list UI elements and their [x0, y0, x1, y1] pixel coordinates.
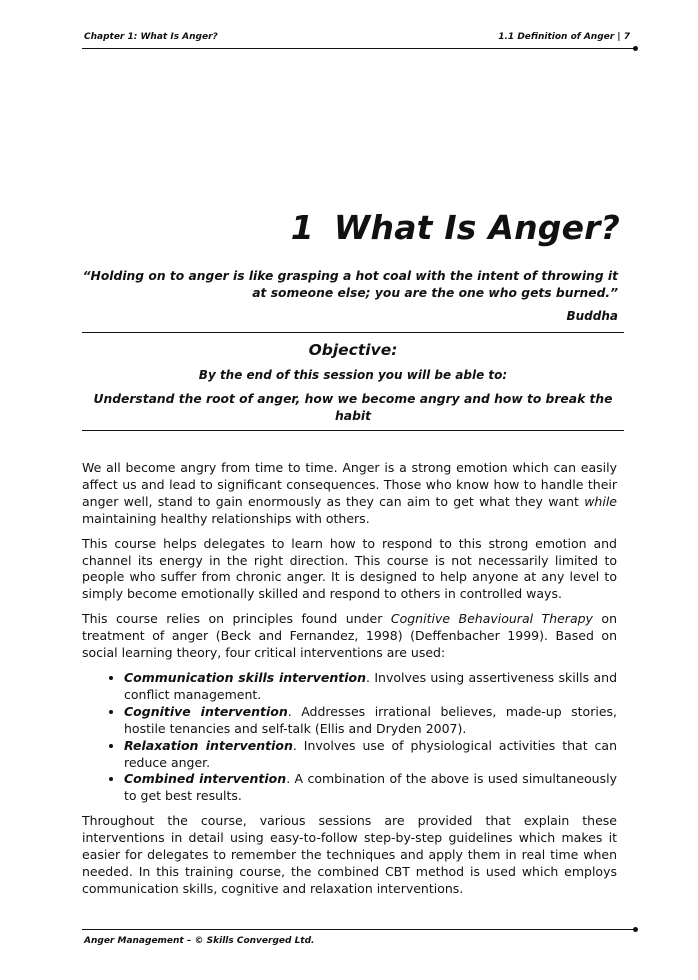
objective-subtitle: By the end of this session you will be able to: [198, 368, 508, 382]
paragraph-2: This course helps delegates to learn how to respond to this strong emotion and channel its energy in the right direction. This course is not necessarily limited to people who suffer from chronic anger. It is designed to help anyone at any level to simply become emotionally skilled and respond to others in controlled ways. [82, 535, 617, 602]
chapter-number: 1 [290, 208, 314, 247]
header-rule-dot [633, 46, 638, 51]
objective-title: Objective: [308, 341, 398, 359]
footer-rule-dot [633, 927, 638, 932]
chapter-title-text: What Is Anger? [333, 208, 620, 247]
objective-goal: Understand the root of anger, how we become angry and how to break the habit [93, 392, 613, 423]
paragraph-3: This course relies on principles found under Cognitive Behavioural Therapy on treatment of anger (Beck and Fernandez, 1998) (Deffenbacher 1999). Based on social learning theory, four critical interventions are used: [82, 611, 617, 661]
list-item: • Cognitive intervention. Addresses irrational believes, made-up stories, hostile tenancies and self-talk (Ellis and Dryden 2007). [124, 704, 617, 738]
objective-bottom-rule [82, 430, 624, 431]
header-rule [82, 48, 636, 49]
objective-top-rule [82, 332, 624, 333]
epigraph-quote: “Holding on to anger is like grasping a hot coal with the intent of throwing it at someone else; you are the one who gets burned.” [82, 269, 618, 300]
chapter-title [291, 208, 620, 247]
page-header [84, 32, 640, 48]
paragraph-1: We all become angry from time to time. Anger is a strong emotion which can easily affect us and lead to significant consequences. Those who know how to handle their anger well, stand to gain enormously as they can aim to get what they want while maintaining healthy relationships with others. [82, 460, 617, 526]
header-chapter: Chapter 1: What Is Anger? [84, 32, 218, 42]
list-item: • Communication skills intervention. Involves using assertiveness skills and conflict management. [124, 670, 617, 704]
list-item: • Combined intervention. A combination of the above is used simultaneously to get best results. [124, 771, 617, 805]
interventions-list [82, 670, 617, 805]
list-item: • Relaxation intervention. Involves use of physiological activities that can reduce anger. [124, 738, 617, 772]
page-footer: Anger Management – © Skills Converged Ltd. [84, 936, 315, 946]
footer-rule [82, 929, 636, 930]
paragraph-4: Throughout the course, various sessions are provided that explain these interventions in detail using easy-to-follow step-by-step guidelines which makes it easier for delegates to remember the techniques and apply them in real time when needed. In this training course, the combined CBT method is used which employs communication skills, cognitive and relaxation interventions. [82, 813, 617, 896]
quote-author: Buddha [566, 309, 618, 323]
header-section-page: 1.1 Definition of Anger | 7 [498, 32, 630, 42]
body-text [82, 460, 617, 906]
